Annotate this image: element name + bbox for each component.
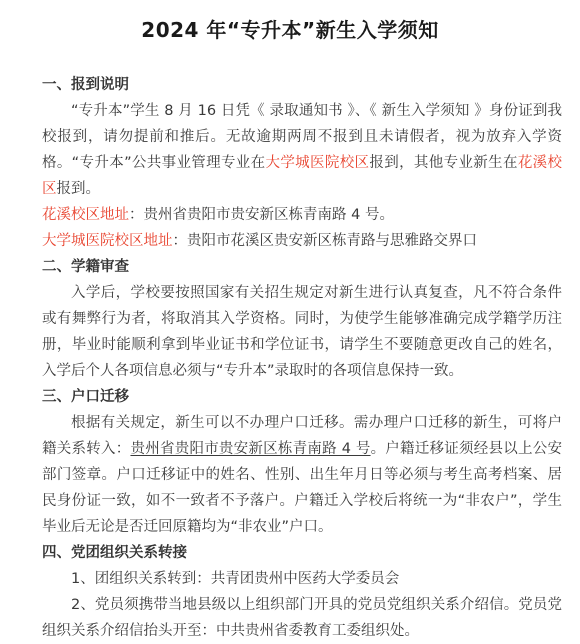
university-city-address-line xyxy=(42,228,562,254)
party-transfer-item: 2、党员须携带当地县级以上组织部门开具的党员党组织关系介绍信。党员党组织关系介绍信抬头开至：中共贵州省委教育工委组织处。 xyxy=(42,597,562,639)
household-transfer-paragraph xyxy=(42,410,562,540)
section-heading-registration: 一、报到说明 xyxy=(42,77,129,93)
page-title: 2024 年“专升本”新生入学须知 xyxy=(141,18,439,42)
registration-text-e: 报到。 xyxy=(56,181,100,197)
status-review-paragraph: 入学后，学校要按照国家有关招生规定对新生进行认真复查，凡不符合条件或有舞弊行为者，将取消其入学资格。同时，为使学生能够准确完成学籍学历注册，毕业时能顺利拿到毕业证书和学位证书，请学生不要随意更改自己的姓名，入学后个人各项信息必须与“专升本”录取时的各项信息保持一致。 xyxy=(42,285,562,379)
huaxi-address-value: ：贵州省贵阳市贵安新区栋青南路 4 号。 xyxy=(129,207,394,223)
household-address: 贵州省贵阳市贵安新区栋青南路 4 号 xyxy=(130,441,371,457)
household-text-c: 。户籍迁移证须经县以上公安部门签章。户口迁移证中的姓名、性别、出生年月日等必须与考生高考档案、居民身份证一致，如不一致者不予落户。户籍迁入学校后将统一为“非农户”，学生毕业后无论是否迁回原籍均为“非农业”户口。 xyxy=(42,441,562,535)
league-transfer-item: 1、团组织关系转到：共青团贵州中医药大学委员会 xyxy=(71,571,400,587)
section-heading-party-transfer: 四、党团组织关系转接 xyxy=(42,545,187,561)
huaxi-campus-text: 花溪校区 xyxy=(42,155,563,197)
registration-text-a: “专升本”学生 8 月 16 日凭《 录取通知书 》、《 新生入学须知 》身份证到我校报到，请勿提前和推后。无故逾期两周不报到且未请假者，视为放弃入学资格。“专升本”公共事业管理专业在 xyxy=(42,103,562,171)
section-heading-status-review: 二、学籍审查 xyxy=(42,259,129,275)
document-body xyxy=(42,72,562,644)
university-city-campus-text: 大学城医院校区 xyxy=(265,155,370,171)
huaxi-address-label: 花溪校区地址 xyxy=(42,207,129,223)
section-heading-household-transfer: 三、户口迁移 xyxy=(42,389,129,405)
household-text-a: 根据有关规定，新生可以不办理户口迁移。需办理户口迁移的新生，可将户籍关系转入： xyxy=(42,415,562,457)
huaxi-address-line xyxy=(42,202,562,228)
university-city-address-value: ：贵阳市花溪区贵安新区栋青路与思雅路交界口 xyxy=(172,233,477,249)
university-city-address-label: 大学城医院校区地址 xyxy=(42,233,173,249)
registration-paragraph xyxy=(42,98,562,202)
registration-text-c: 报到，其他专业新生在 xyxy=(369,155,518,171)
